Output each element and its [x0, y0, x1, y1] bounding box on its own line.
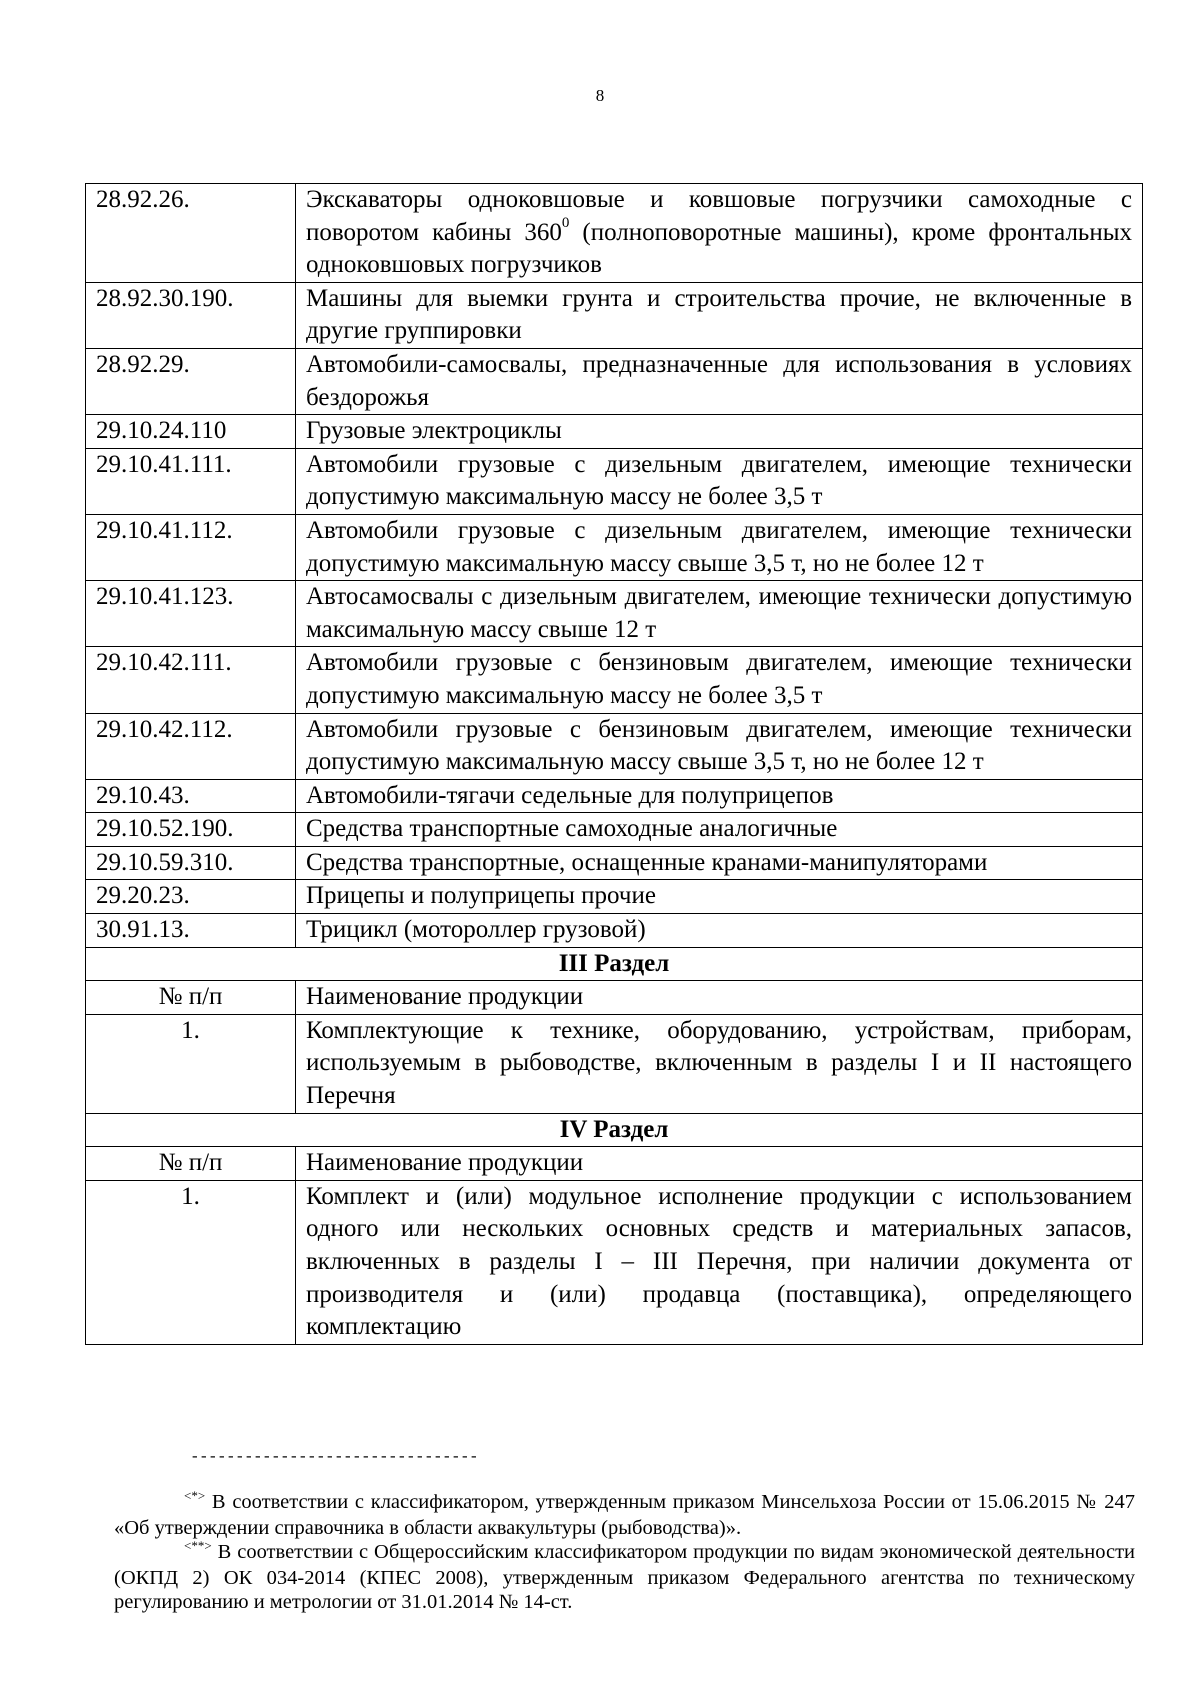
header-num-cell: № п/п: [86, 1147, 296, 1181]
code-cell: 29.10.52.190.: [86, 813, 296, 847]
table-header-row: [86, 981, 1143, 1015]
table-row: [86, 348, 1143, 414]
description-cell: Автомобили-самосвалы, предназначенные для использования в условиях бездорожья: [296, 348, 1143, 414]
page-number: 8: [595, 86, 605, 105]
table-row: [86, 1014, 1143, 1113]
table-row: [86, 448, 1143, 514]
description-cell: Грузовые электроциклы: [296, 415, 1143, 449]
footnote-separator: --------------------------------: [190, 1448, 479, 1466]
header-num-cell: № п/п: [86, 981, 296, 1015]
table-row: [86, 282, 1143, 348]
description-cell: Машины для выемки грунта и строительства прочие, не включенные в другие группировки: [296, 282, 1143, 348]
description-cell: Автомобили грузовые с дизельным двигателем, имеющие технически допустимую максимальную массу свыше 3,5 т, но не более 12 т: [296, 514, 1143, 580]
num-cell: 1.: [86, 1014, 296, 1113]
code-cell: 28.92.30.190.: [86, 282, 296, 348]
description-cell: Экскаваторы одноковшовые и ковшовые погрузчики самоходные с поворотом кабины $360^0$ (полноповоротные машины), кроме фронтальных одноковшовых погрузчиков: [296, 184, 1143, 283]
table-row: [86, 846, 1143, 880]
table-row: [86, 184, 1143, 283]
code-cell: 29.10.41.123.: [86, 581, 296, 647]
table-row: [86, 514, 1143, 580]
table-row: [86, 914, 1143, 948]
code-cell: 29.20.23.: [86, 880, 296, 914]
description-cell: Средства транспортные самоходные аналогичные: [296, 813, 1143, 847]
description-cell: Автомобили-тягачи седельные для полуприцепов: [296, 779, 1143, 813]
table-row: [86, 813, 1143, 847]
footnote: [114, 1490, 1135, 1540]
description-cell: Автомобили грузовые с дизельным двигателем, имеющие технически допустимую максимальную массу не более 3,5 т: [296, 448, 1143, 514]
description-cell: Автомобили грузовые с бензиновым двигателем, имеющие технически допустимую максимальную массу свыше 3,5 т, но не более 12 т: [296, 713, 1143, 779]
footnote-mark: <**>: [184, 1538, 212, 1553]
section-title-row: [86, 1113, 1143, 1147]
num-cell: 1.: [86, 1180, 296, 1344]
code-cell: 29.10.24.110: [86, 415, 296, 449]
table-row: [86, 1180, 1143, 1344]
code-cell: 29.10.41.112.: [86, 514, 296, 580]
code-cell: 28.92.29.: [86, 348, 296, 414]
description-cell: Средства транспортные, оснащенные кранами-манипуляторами: [296, 846, 1143, 880]
footnotes: [114, 1490, 1135, 1614]
footnote-text: В соответствии с классификатором, утвержденным приказом Минсельхоза России от 15.06.2015 № 247 «Об утверждении справочника в области аквакультуры (рыбоводства)».: [114, 1491, 1135, 1539]
description-cell: Автомобили грузовые с бензиновым двигателем, имеющие технически допустимую максимальную массу не более 3,5 т: [296, 647, 1143, 713]
table-row: [86, 581, 1143, 647]
footnote-text: В соответствии с Общероссийским классификатором продукции по видам экономической деятельности (ОКПД 2) ОК 034-2014 (КПЕС 2008), утвержденным приказом Федерального агентства по техническому регулированию и метрологии от 31.01.2014 № 14-ст.: [114, 1541, 1135, 1613]
product-list-table: [85, 183, 1143, 1345]
header-name-cell: Наименование продукции: [296, 981, 1143, 1015]
description-cell: Автосамосвалы с дизельным двигателем, имеющие технически допустимую максимальную массу свыше 12 т: [296, 581, 1143, 647]
section-title-row: [86, 947, 1143, 981]
code-cell: 29.10.59.310.: [86, 846, 296, 880]
code-cell: 30.91.13.: [86, 914, 296, 948]
description-cell: Прицепы и полуприцепы прочие: [296, 880, 1143, 914]
description-cell: Комплектующие к технике, оборудованию, устройствам, приборам, используемым в рыбоводстве, включенным в разделы I и II настоящего Перечня: [296, 1014, 1143, 1113]
code-cell: 28.92.26.: [86, 184, 296, 283]
header-name-cell: Наименование продукции: [296, 1147, 1143, 1181]
table-row: [86, 647, 1143, 713]
table-row: [86, 779, 1143, 813]
table-row: [86, 415, 1143, 449]
code-cell: 29.10.41.111.: [86, 448, 296, 514]
code-cell: 29.10.42.112.: [86, 713, 296, 779]
code-cell: 29.10.42.111.: [86, 647, 296, 713]
description-cell: Комплект и (или) модульное исполнение продукции с использованием одного или нескольких основных средств и материальных запасов, включенных в разделы I – III Перечня, при наличии документа от производителя и (или) продавца (поставщика), определяющего комплектацию: [296, 1180, 1143, 1344]
section-title: III Раздел: [86, 947, 1143, 981]
table-header-row: [86, 1147, 1143, 1181]
footnote-mark: <*>: [184, 1488, 206, 1503]
table-row: [86, 713, 1143, 779]
table-row: [86, 880, 1143, 914]
section-title: IV Раздел: [86, 1113, 1143, 1147]
code-cell: 29.10.43.: [86, 779, 296, 813]
footnote: [114, 1540, 1135, 1614]
description-cell: Трицикл (мотороллер грузовой): [296, 914, 1143, 948]
